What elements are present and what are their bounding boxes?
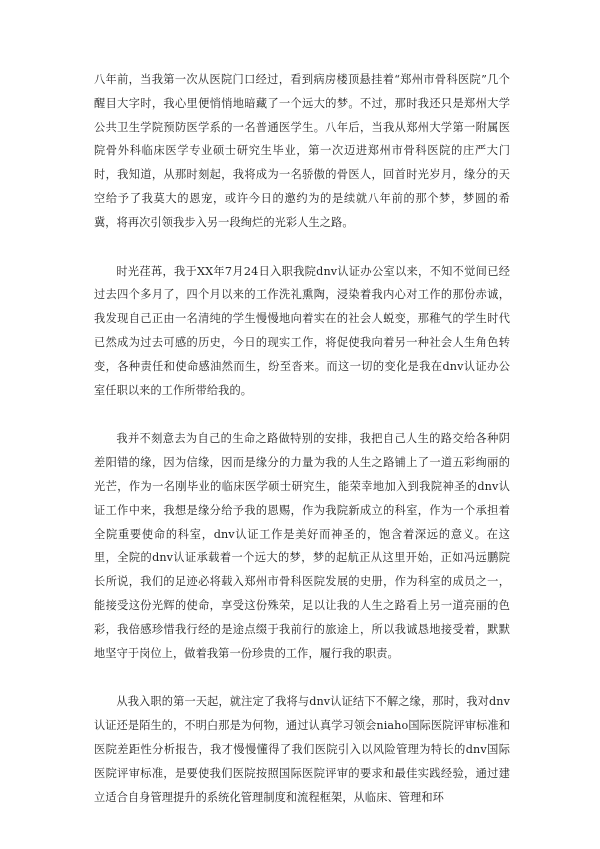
paragraph-3: 我并不刻意去为自己的生命之路做特别的安排，我把自己人生的路交给各种阴差阳错的缘，因为信缘，因而是缘分的力量为我的人生之路铺上了一道五彩绚丽的光芒，作为一名刚毕业的临床医学硕士研究生，能荣幸地加入到我院神圣的dnv认证工作中来，我想是缘分给予我的恩赐，作为我院新成立的科室，作为一个承担着全院重要使命的科室，dnv认证工作是美好而神圣的，饱含着深远的意义。在这里，全院的dnv认证承载着一个远大的梦，梦的起航正从这里开始，正如冯远鹏院长所说，我们的足迹必将载入郑州市骨科医院发展的史册，作为科室的成员之一，能接受这份光辉的使命，享受这份殊荣，足以让我的人生之路看上另一道亮丽的色彩，我倍感珍惜我行经的是途点缀于我前行的旅途上，所以我诚恳地接受着，默默地坚守于岗位上，做着我第一份珍贵的工作，履行我的职责。	[94, 432, 510, 660]
paragraph-2: 时光荏苒，我于XX年7月24日入职我院dnv认证办公室以来，不知不觉间已经过去四个多月了，四个月以来的工作洗礼熏陶，浸染着我内心对工作的那份赤诚，我发现自己正由一名清纯的学生慢慢地向着实在的社会人蜕变，那稚气的学生时代已然成为过去可感的历史，今日的现实工作，将促使我向着另一种社会人生角色转变，各种责任和使命感油然而生，纷至沓来。而这一切的变化是我在dnv认证办公室任职以来的工作所带给我的。	[94, 264, 510, 397]
document-body	[94, 68, 510, 834]
paragraph-4: 从我入职的第一天起，就注定了我将与dnv认证结下不解之缘，那时，我对dnv认证还是陌生的，不明白那是为何物，通过认真学习领会niaho国际医院评审标准和医院差距性分析报告，我才慢慢懂得了我们医院引入以风险管理为特长的dnv国际医院评审标准，是要使我们医院按照国际医院评审的要求和最佳实践经验，通过建立适合自身管理提升的系统化管理制度和流程框架，从临床、管理和环	[94, 695, 510, 804]
paragraph-1: 八年前，当我第一次从医院门口经过，看到病房楼顶悬挂着“郑州市骨科医院”几个醒目大字时，我心里便悄悄地暗藏了一个远大的梦。不过，那时我还只是郑州大学公共卫生学院预防医学系的一名普通医学生。八年后，当我从郑州大学第一附属医院骨外科临床医学专业硕士研究生毕业，第一次迈进郑州市骨科医院的庄严大门时，我知道，从那时刻起，我将成为一名骄傲的骨医人，回首时光岁月，缘分的天空给予了我莫大的恩宠，或许今日的邀约为的是续就八年前的那个梦，梦圆的希冀，将再次引领我步入另一段绚烂的光彩人生之路。	[94, 73, 510, 229]
